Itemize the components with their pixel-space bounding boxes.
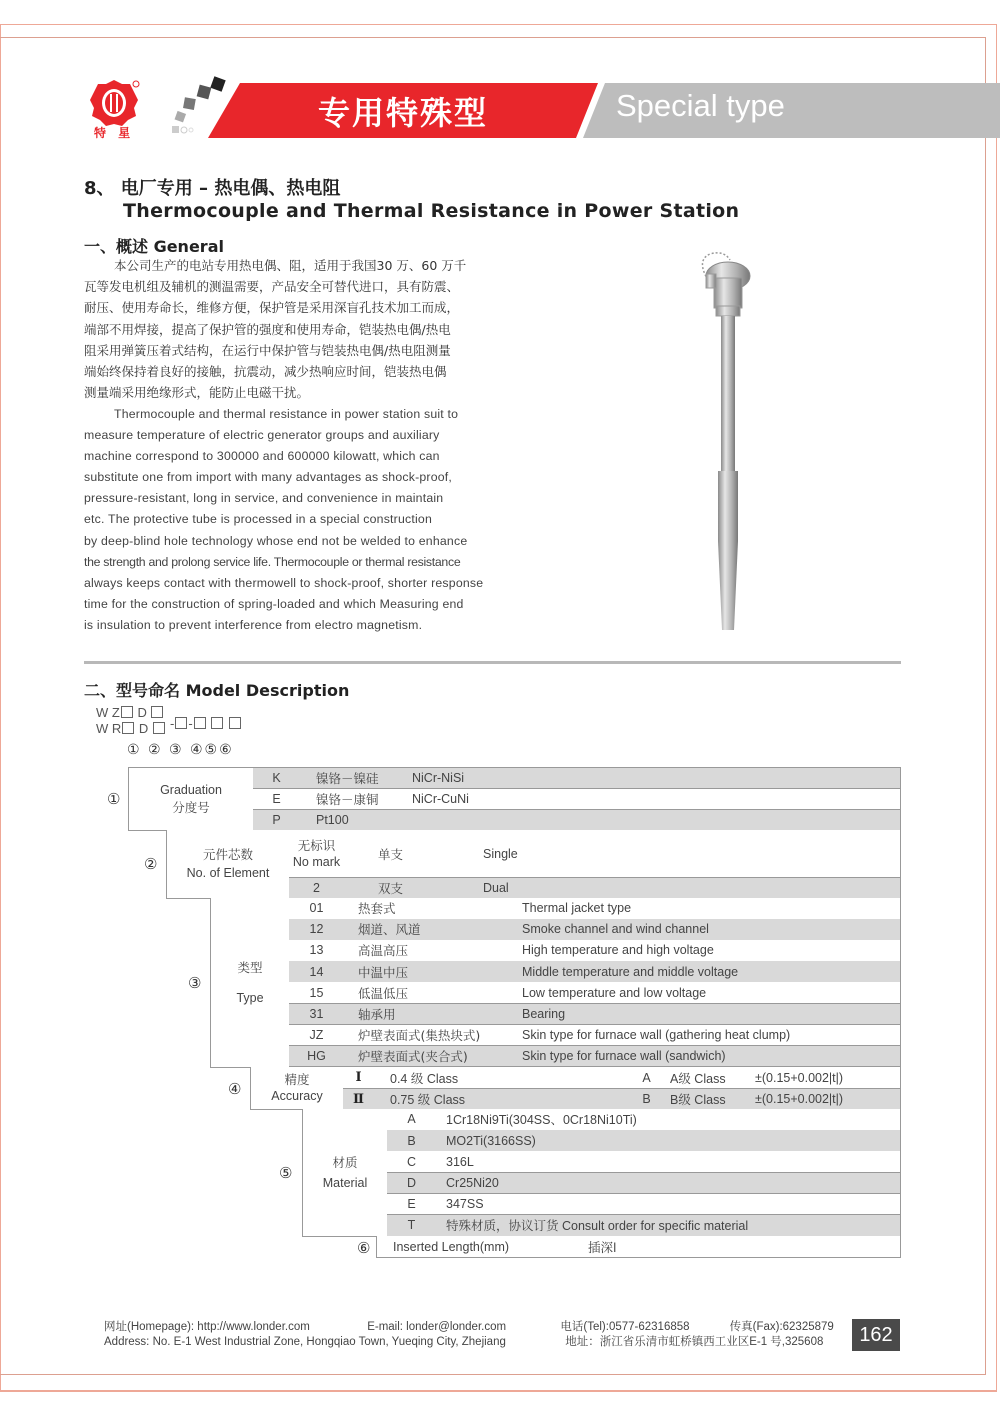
type-label-cn: 类型	[237, 959, 263, 975]
text-line: 本公司生产的电站专用热电偶、阻，适用于我国30 万、60 万千	[114, 258, 467, 273]
graduation-label	[128, 767, 254, 831]
brand-logo	[90, 78, 142, 140]
type-row	[344, 982, 901, 1004]
accuracy-subcode: A	[629, 1067, 665, 1089]
type-cn: 热套式	[358, 901, 396, 917]
general-description-en	[84, 404, 514, 636]
element-code	[289, 830, 345, 878]
material-desc: 特殊材质，协议订货 Consult order for specific material	[436, 1215, 901, 1237]
accuracy-tolerance: ±(0.15+0.002|t|)	[755, 1092, 844, 1106]
type-en: High temperature and high voltage	[522, 943, 714, 958]
general-heading: 一、概述 General	[84, 237, 224, 256]
type-en: Bearing	[522, 1006, 566, 1021]
graduation-cn: 镍铬－康铜	[316, 792, 379, 807]
brand-name: 特 星	[94, 126, 135, 140]
type-code: 31	[289, 1004, 345, 1026]
type-row	[344, 940, 901, 962]
type-label	[210, 898, 290, 1068]
text-line: pressure-resistant, long in service, and convenience in maintain	[84, 491, 444, 506]
code-box	[211, 717, 223, 729]
type-cn: 炉壁表面式(夹合式)	[358, 1048, 468, 1064]
footer-fax: 传真(Fax):62325879	[729, 1321, 834, 1333]
type-code: HG	[289, 1046, 345, 1068]
graduation-label-cn: 分度号	[172, 800, 210, 815]
graduation-code: P	[253, 810, 301, 831]
code-box	[229, 717, 241, 729]
element-cn: 双支	[378, 881, 404, 896]
material-code: B	[387, 1130, 437, 1152]
accuracy-code: Ⅰ	[343, 1067, 375, 1089]
type-row	[344, 919, 901, 941]
material-desc: 1Cr18Ni9Ti(304SS、0Cr18Ni10Ti)	[436, 1109, 901, 1131]
category-title-cn: 专用特殊型	[318, 94, 489, 132]
accuracy-desc: 0.4 级 Class	[374, 1067, 630, 1089]
type-en: Smoke channel and wind channel	[522, 922, 709, 937]
graduation-cn: 镍铬－镍硅	[316, 771, 379, 786]
type-en: Middle temperature and middle voltage	[522, 964, 739, 979]
code-letter: D	[137, 705, 147, 720]
text-line: is insulation to prevent interference from electro magnetism.	[84, 617, 423, 632]
material-desc: 347SS	[436, 1194, 901, 1216]
accuracy-label-cn: 精度	[284, 1072, 310, 1087]
material-desc: 316L	[436, 1151, 901, 1173]
material-label-en: Material	[322, 1175, 368, 1190]
marker-6: ⑥	[357, 1239, 371, 1257]
element-code-cn: 无标识	[297, 837, 336, 853]
text-line: 瓦等发电机组及辅机的测温需要，产品安全可替代进口，具有防震、	[84, 279, 460, 295]
section-title-en: Thermocouple and Thermal Resistance in Power Station	[123, 200, 740, 222]
graduation-row	[300, 789, 901, 810]
accuracy-class-row	[664, 1089, 901, 1110]
type-cn: 炉壁表面式(集热块式)	[358, 1027, 481, 1043]
type-row	[344, 961, 901, 983]
text-line: 端部不用焊接，提高了保护管的强度和使用寿命，铠装热电偶/热电	[84, 321, 451, 337]
code-letter: D	[138, 721, 149, 736]
category-title-en: Special type	[616, 88, 785, 123]
type-cn: 轴承用	[358, 1006, 396, 1022]
accuracy-subcode: B	[629, 1089, 665, 1110]
footer	[104, 1320, 834, 1350]
type-cn: 烟道、风道	[358, 922, 421, 938]
code-box	[121, 706, 133, 718]
graduation-row	[300, 767, 901, 789]
element-row	[344, 830, 901, 878]
type-row	[344, 898, 901, 920]
type-code: 01	[289, 898, 345, 920]
element-count-label	[166, 830, 290, 899]
accuracy-desc: 0.75 级 Class	[374, 1089, 630, 1110]
material-desc: MO2Ti(3166SS)	[436, 1130, 901, 1152]
material-code: C	[387, 1151, 437, 1173]
text-line: measure temperature of electric generator groups and auxiliary	[84, 428, 440, 443]
text-line: substitute one from import with many advantages as shock-proof,	[84, 470, 453, 485]
text-line: Thermocouple and thermal resistance in power station suit to	[114, 407, 459, 421]
type-code: 15	[289, 982, 345, 1004]
element-en: Dual	[483, 881, 509, 895]
type-label-en: Type	[236, 990, 264, 1005]
type-code: 13	[289, 940, 345, 962]
position-markers: ① ② ③ ④⑤⑥	[127, 742, 234, 758]
material-desc: Cr25Ni20	[436, 1173, 901, 1195]
type-cn: 高温高压	[358, 943, 409, 959]
model-prefix-wz: W Z	[96, 705, 120, 720]
marker-3: ③	[188, 974, 202, 992]
accuracy-class-row	[664, 1067, 901, 1089]
section-title-cn: 8、 电厂专用 – 热电偶、热电阻	[84, 178, 341, 199]
marker-2: ②	[144, 855, 158, 873]
graduation-cn: Pt100	[316, 813, 349, 827]
accuracy-class: B级 Class	[670, 1093, 726, 1107]
material-code: A	[387, 1109, 437, 1131]
element-cn: 单支	[378, 846, 404, 862]
model-suffix-pattern: - -	[170, 716, 242, 731]
type-en: Thermal jacket type	[522, 901, 632, 916]
material-code: T	[387, 1215, 437, 1237]
text-line: 端始终保持着良好的接触，抗震动，减少热响应时间，铠装热电偶	[84, 364, 447, 380]
text-line: machine correspond to 300000 and 600000 kilowatt, which can	[84, 449, 440, 464]
footer-tel: 电话(Tel):0577-62316858	[560, 1321, 690, 1333]
element-label-en: No. of Element	[186, 866, 270, 880]
graduation-label-en: Graduation	[160, 783, 222, 797]
text-line: etc. The protective tube is processed in a special construction	[84, 512, 432, 527]
footer-email: E-mail: londer@londer.com	[367, 1321, 507, 1333]
footer-address-en: Address: No. E-1 West Industrial Zone, Hongqiao Town, Yueqing City, Zhejiang	[104, 1336, 506, 1348]
graduation-en: NiCr-CuNi	[412, 792, 469, 806]
model-heading: 二、型号命名 Model Description	[84, 681, 350, 700]
accuracy-class: A级 Class	[670, 1071, 726, 1086]
inserted-length-label: Inserted Length(mm)	[376, 1236, 579, 1258]
material-code: E	[387, 1194, 437, 1216]
text-line: 阻采用弹簧压着式结构，在运行中保护管与铠装热电偶/热电阻测量	[84, 342, 451, 358]
code-box	[194, 717, 206, 729]
type-en: Low temperature and low voltage	[522, 985, 707, 1000]
type-en: Skin type for furnace wall (sandwich)	[522, 1048, 726, 1063]
type-cn: 中温中压	[358, 964, 409, 980]
page-number: 162	[852, 1319, 900, 1351]
model-prefix-wr: W R	[96, 721, 122, 736]
type-row	[344, 1046, 901, 1068]
thermocouple-product-image	[690, 250, 770, 635]
graduation-code: K	[253, 767, 301, 789]
section-divider	[84, 661, 901, 664]
text-line: the strength and prolong service life. Thermocouple or thermal resistance	[84, 554, 461, 569]
general-description-cn	[84, 255, 514, 403]
type-code: 14	[289, 961, 345, 983]
element-code: 2	[289, 878, 345, 899]
marker-5: ⑤	[279, 1164, 293, 1182]
text-line: time for the construction of spring-loaded and which Measuring end	[84, 596, 464, 611]
accuracy-label	[250, 1067, 344, 1110]
text-line: always keeps contact with thermowell to shock-proof, shorter response	[84, 575, 484, 590]
model-code-pattern	[96, 705, 166, 737]
accuracy-tolerance: ±(0.15+0.002|t|)	[755, 1070, 844, 1085]
marker-4: ④	[228, 1080, 242, 1098]
text-line: by deep-blind hole technology whose end not be welded to enhance	[84, 533, 468, 548]
graduation-en: NiCr-NiSi	[412, 771, 465, 785]
element-en: Single	[483, 846, 518, 861]
code-box	[153, 722, 165, 734]
type-code: 12	[289, 919, 345, 941]
type-cn: 低温低压	[358, 985, 409, 1001]
type-row	[344, 1004, 901, 1026]
code-box	[151, 706, 163, 718]
footer-address-cn: 地址：浙江省乐清市虹桥镇西工业区E-1 号,325608	[565, 1336, 824, 1348]
code-box	[122, 722, 134, 734]
inserted-length-cn: 插深l	[578, 1236, 901, 1258]
accuracy-code: Ⅱ	[343, 1089, 375, 1110]
type-row	[344, 1025, 901, 1047]
marker-1: ①	[107, 790, 121, 808]
type-en: Skin type for furnace wall (gathering heat clump)	[522, 1027, 791, 1042]
graduation-code: E	[253, 789, 301, 810]
footer-homepage: 网址(Homepage): http://www.londer.com	[104, 1321, 310, 1333]
code-box	[175, 717, 187, 729]
element-code-en: No mark	[292, 854, 341, 869]
element-row	[344, 878, 901, 899]
graduation-row	[300, 810, 901, 831]
material-label	[302, 1109, 388, 1237]
material-code: D	[387, 1173, 437, 1195]
text-line: 测量端采用绝缘形式，能防止电磁干扰。	[84, 385, 310, 401]
accuracy-label-en: Accuracy	[271, 1089, 323, 1103]
element-label-cn: 元件芯数	[202, 847, 253, 862]
text-line: 耐压、使用寿命长，维修方便，保护管是采用深盲孔技术加工而成，	[84, 300, 460, 316]
type-code: JZ	[289, 1025, 345, 1047]
material-label-cn: 材质	[332, 1154, 358, 1170]
